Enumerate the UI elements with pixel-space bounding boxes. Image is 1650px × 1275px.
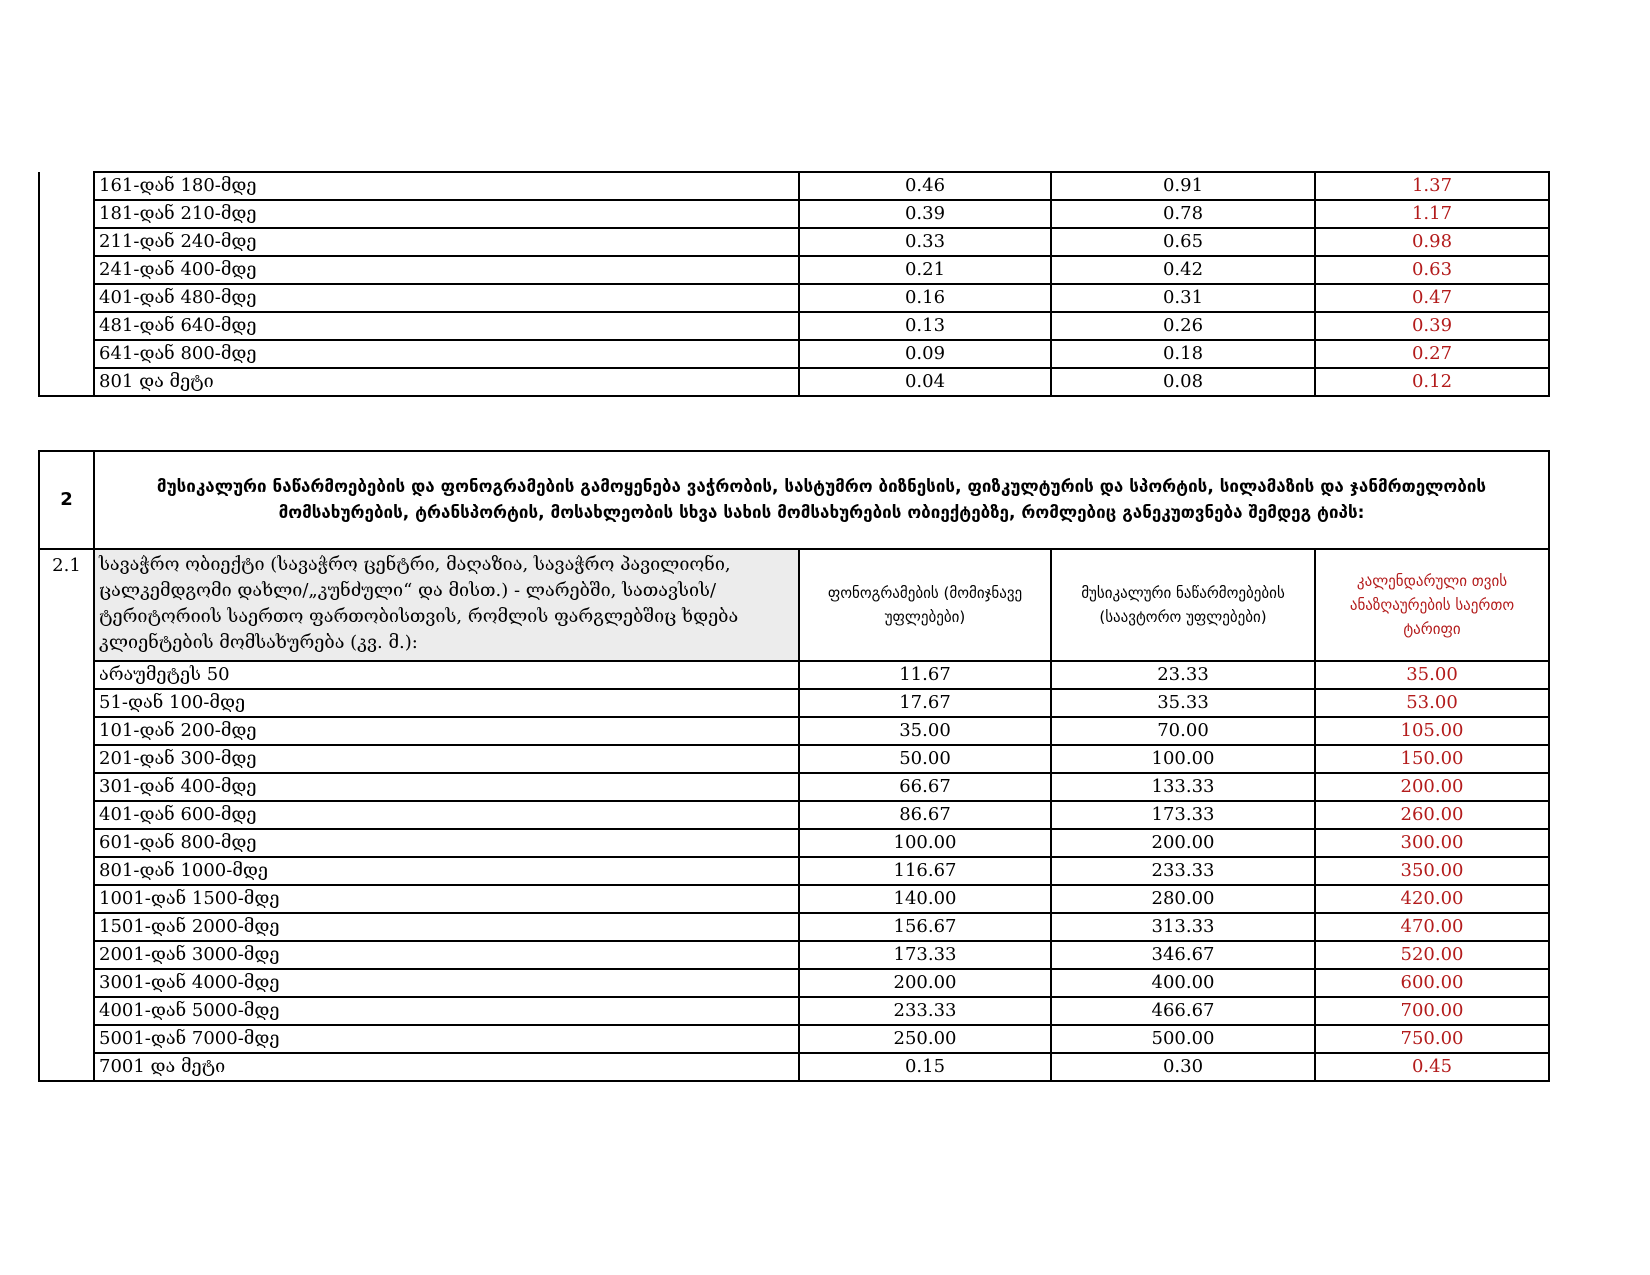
table-row — [39, 312, 1549, 340]
section-number: 2 — [39, 451, 94, 549]
row-index-cell — [39, 1025, 94, 1053]
row-total-tariff: 0.63 — [1315, 256, 1549, 284]
row-musical-works-value: 173.33 — [1051, 801, 1315, 829]
row-phonograms-value: 11.67 — [799, 661, 1051, 689]
row-musical-works-value: 0.31 — [1051, 284, 1315, 312]
row-index-cell — [39, 717, 94, 745]
row-musical-works-value: 70.00 — [1051, 717, 1315, 745]
row-phonograms-value: 250.00 — [799, 1025, 1051, 1053]
row-phonograms-value: 0.21 — [799, 256, 1051, 284]
row-index-cell — [39, 969, 94, 997]
row-musical-works-value: 400.00 — [1051, 969, 1315, 997]
row-musical-works-value: 35.33 — [1051, 689, 1315, 717]
row-musical-works-value: 23.33 — [1051, 661, 1315, 689]
row-phonograms-value: 116.67 — [799, 857, 1051, 885]
row-index-cell — [39, 1053, 94, 1081]
row-musical-works-value: 0.30 — [1051, 1053, 1315, 1081]
table-row — [39, 368, 1549, 396]
row-index-cell — [39, 829, 94, 857]
row-total-tariff: 0.39 — [1315, 312, 1549, 340]
row-index-cell — [39, 228, 94, 256]
table-row — [39, 941, 1549, 969]
row-total-tariff: 0.98 — [1315, 228, 1549, 256]
row-phonograms-value: 50.00 — [799, 745, 1051, 773]
row-index-cell — [39, 340, 94, 368]
row-total-tariff: 700.00 — [1315, 997, 1549, 1025]
row-range: 1501-დან 2000-მდე — [94, 913, 799, 941]
column-header-total-tariff: კალენდარული თვის ანაზღაურების საერთო ტარიფი — [1315, 549, 1549, 661]
table-row — [39, 997, 1549, 1025]
row-musical-works-value: 0.65 — [1051, 228, 1315, 256]
row-total-tariff: 350.00 — [1315, 857, 1549, 885]
table-row — [39, 717, 1549, 745]
row-index-cell — [39, 172, 94, 200]
row-index-cell — [39, 200, 94, 228]
row-range: 181-დან 210-მდე — [94, 200, 799, 228]
row-phonograms-value: 0.16 — [799, 284, 1051, 312]
table-row — [39, 745, 1549, 773]
table-body — [39, 451, 1549, 1081]
row-index-cell — [39, 284, 94, 312]
row-range: 801-დან 1000-მდე — [94, 857, 799, 885]
row-index-cell — [39, 368, 94, 396]
row-range: 211-დან 240-მდე — [94, 228, 799, 256]
row-musical-works-value: 0.26 — [1051, 312, 1315, 340]
table-row — [39, 1053, 1549, 1081]
table-row — [39, 857, 1549, 885]
row-phonograms-value: 0.04 — [799, 368, 1051, 396]
row-range: 101-დან 200-მდე — [94, 717, 799, 745]
row-total-tariff: 750.00 — [1315, 1025, 1549, 1053]
row-musical-works-value: 0.91 — [1051, 172, 1315, 200]
table-row — [39, 256, 1549, 284]
row-phonograms-value: 0.46 — [799, 172, 1051, 200]
row-musical-works-value: 133.33 — [1051, 773, 1315, 801]
table-row — [39, 913, 1549, 941]
row-index-cell — [39, 745, 94, 773]
table-row — [39, 1025, 1549, 1053]
row-range: 5001-დან 7000-მდე — [94, 1025, 799, 1053]
table-row — [39, 773, 1549, 801]
row-index-cell — [39, 913, 94, 941]
row-musical-works-value: 346.67 — [1051, 941, 1315, 969]
row-phonograms-value: 100.00 — [799, 829, 1051, 857]
row-musical-works-value: 0.18 — [1051, 340, 1315, 368]
row-total-tariff: 470.00 — [1315, 913, 1549, 941]
row-phonograms-value: 173.33 — [799, 941, 1051, 969]
row-phonograms-value: 0.33 — [799, 228, 1051, 256]
table-row — [39, 200, 1549, 228]
row-phonograms-value: 200.00 — [799, 969, 1051, 997]
row-total-tariff: 35.00 — [1315, 661, 1549, 689]
row-index-cell — [39, 857, 94, 885]
subsection-number: 2.1 — [39, 549, 94, 661]
row-range: 401-დან 600-მდე — [94, 801, 799, 829]
row-total-tariff: 300.00 — [1315, 829, 1549, 857]
table-row — [39, 284, 1549, 312]
table-row — [39, 340, 1549, 368]
row-index-cell — [39, 256, 94, 284]
row-total-tariff: 260.00 — [1315, 801, 1549, 829]
table-row — [39, 172, 1549, 200]
row-musical-works-value: 466.67 — [1051, 997, 1315, 1025]
row-total-tariff: 1.37 — [1315, 172, 1549, 200]
row-range: 51-დან 100-მდე — [94, 689, 799, 717]
tariff-table-section-2 — [38, 450, 1550, 1082]
row-phonograms-value: 35.00 — [799, 717, 1051, 745]
section-title: მუსიკალური ნაწარმოებების და ფონოგრამების გამოყენება ვაჭრობის, სასტუმრო ბიზნესის, ფიზკულტურის და სპორტის, სილამაზის და ჯანმრთელობის მომსახურების, ტრანსპორტის, მოსახლეობის სხვა სახის მომსახურების ობიექტებზე, რომლებიც განეკუთვნება შემდეგ ტიპს: — [94, 451, 1549, 549]
row-range: 801 და მეტი — [94, 368, 799, 396]
row-phonograms-value: 233.33 — [799, 997, 1051, 1025]
row-range: 641-დან 800-მდე — [94, 340, 799, 368]
row-index-cell — [39, 801, 94, 829]
row-index-cell — [39, 997, 94, 1025]
row-musical-works-value: 200.00 — [1051, 829, 1315, 857]
row-index-cell — [39, 773, 94, 801]
column-header-phonograms: ფონოგრამების (მომიჯნავე უფლებები) — [799, 549, 1051, 661]
tariff-table-continuation — [38, 171, 1550, 397]
row-range: 3001-დან 4000-მდე — [94, 969, 799, 997]
row-phonograms-value: 140.00 — [799, 885, 1051, 913]
row-total-tariff: 200.00 — [1315, 773, 1549, 801]
row-total-tariff: 420.00 — [1315, 885, 1549, 913]
row-total-tariff: 53.00 — [1315, 689, 1549, 717]
row-total-tariff: 520.00 — [1315, 941, 1549, 969]
subsection-description: სავაჭრო ობიექტი (სავაჭრო ცენტრი, მაღაზია, სავაჭრო პავილიონი, ცალკემდგომი დახლი/„კუნძული“ და მისთ.) - ლარებში, სათავსის/ტერიტორიის საერთო ფართობისთვის, რომლის ფარგლებშიც ხდება კლიენტების მომსახურება (კვ. მ.): — [94, 549, 799, 661]
row-musical-works-value: 0.42 — [1051, 256, 1315, 284]
row-musical-works-value: 100.00 — [1051, 745, 1315, 773]
row-phonograms-value: 0.39 — [799, 200, 1051, 228]
table-row — [39, 885, 1549, 913]
row-phonograms-value: 0.13 — [799, 312, 1051, 340]
row-total-tariff: 0.27 — [1315, 340, 1549, 368]
column-header-musical-works: მუსიკალური ნაწარმოებების (საავტორო უფლებები) — [1051, 549, 1315, 661]
row-index-cell — [39, 885, 94, 913]
row-range: 2001-დან 3000-მდე — [94, 941, 799, 969]
table-row — [39, 689, 1549, 717]
row-range: 301-დან 400-მდე — [94, 773, 799, 801]
row-range: 241-დან 400-მდე — [94, 256, 799, 284]
row-range: 1001-დან 1500-მდე — [94, 885, 799, 913]
row-range: არაუმეტეს 50 — [94, 661, 799, 689]
row-musical-works-value: 233.33 — [1051, 857, 1315, 885]
row-phonograms-value: 0.15 — [799, 1053, 1051, 1081]
row-total-tariff: 600.00 — [1315, 969, 1549, 997]
row-musical-works-value: 313.33 — [1051, 913, 1315, 941]
row-phonograms-value: 17.67 — [799, 689, 1051, 717]
row-range: 7001 და მეტი — [94, 1053, 799, 1081]
row-total-tariff: 1.17 — [1315, 200, 1549, 228]
table-row — [39, 661, 1549, 689]
row-range: 201-დან 300-მდე — [94, 745, 799, 773]
table-row — [39, 969, 1549, 997]
table-body — [39, 172, 1549, 396]
row-total-tariff: 105.00 — [1315, 717, 1549, 745]
row-index-cell — [39, 312, 94, 340]
row-musical-works-value: 280.00 — [1051, 885, 1315, 913]
row-musical-works-value: 0.08 — [1051, 368, 1315, 396]
row-range: 481-დან 640-მდე — [94, 312, 799, 340]
row-total-tariff: 0.47 — [1315, 284, 1549, 312]
row-phonograms-value: 66.67 — [799, 773, 1051, 801]
table-row — [39, 801, 1549, 829]
row-musical-works-value: 500.00 — [1051, 1025, 1315, 1053]
row-range: 161-დან 180-მდე — [94, 172, 799, 200]
row-phonograms-value: 0.09 — [799, 340, 1051, 368]
row-phonograms-value: 156.67 — [799, 913, 1051, 941]
row-range: 401-დან 480-მდე — [94, 284, 799, 312]
row-total-tariff: 0.45 — [1315, 1053, 1549, 1081]
row-range: 4001-დან 5000-მდე — [94, 997, 799, 1025]
row-index-cell — [39, 941, 94, 969]
row-musical-works-value: 0.78 — [1051, 200, 1315, 228]
row-index-cell — [39, 689, 94, 717]
row-range: 601-დან 800-მდე — [94, 829, 799, 857]
row-total-tariff: 150.00 — [1315, 745, 1549, 773]
column-header-row — [39, 549, 1549, 661]
row-index-cell — [39, 661, 94, 689]
table-row — [39, 829, 1549, 857]
row-phonograms-value: 86.67 — [799, 801, 1051, 829]
row-total-tariff: 0.12 — [1315, 368, 1549, 396]
table-row — [39, 228, 1549, 256]
section-header-row — [39, 451, 1549, 549]
